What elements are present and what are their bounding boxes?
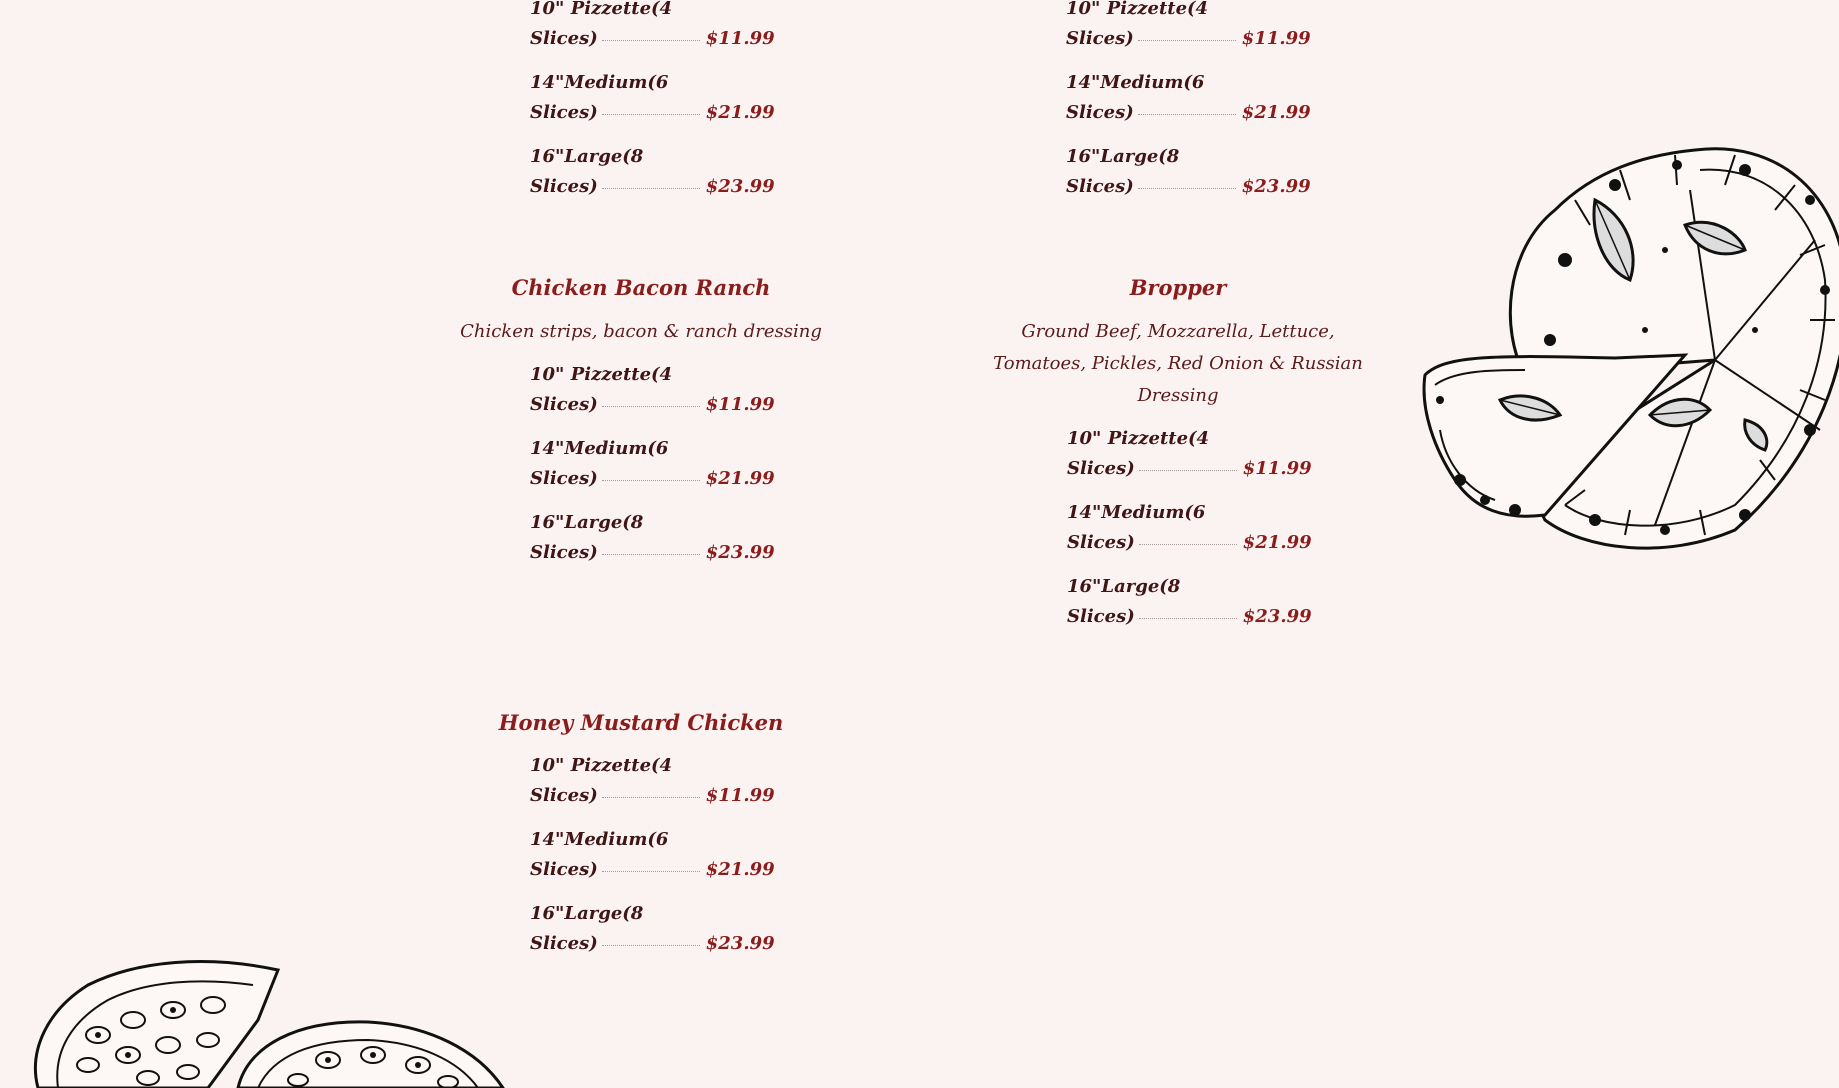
size-label-cont: Slices) (1066, 102, 1134, 123)
price-item (530, 508, 775, 582)
leader-dots (602, 870, 700, 872)
section-title: Bropper (1129, 275, 1227, 300)
size-label: 16"Large(8 (1067, 576, 1181, 597)
pizza-slices-icon (28, 950, 508, 1088)
price-item (1066, 0, 1311, 68)
price: $21.99 (705, 468, 775, 489)
section-description: Chicken strips, bacon & ranch dressing (460, 321, 822, 342)
size-label-cont: Slices) (530, 859, 598, 880)
price: $21.99 (705, 102, 775, 123)
leader-dots (602, 479, 700, 481)
price: $23.99 (705, 176, 775, 197)
price-item (530, 142, 775, 216)
price-list (530, 360, 775, 582)
menu-section-chicken-bacon-ranch (441, 272, 841, 582)
size-label: 10" Pizzette(4 (530, 364, 673, 385)
size-label-cont: Slices) (530, 542, 598, 563)
leader-dots (1139, 469, 1237, 471)
price-item (530, 434, 775, 508)
section-title: Chicken Bacon Ranch (511, 275, 771, 300)
price-list (530, 0, 775, 216)
size-label: 14"Medium(6 (530, 72, 669, 93)
size-label-cont: Slices) (530, 933, 598, 954)
leader-dots (602, 113, 700, 115)
price: $11.99 (705, 785, 775, 806)
price-item (530, 68, 775, 142)
size-label-cont: Slices) (530, 785, 598, 806)
leader-dots (1138, 113, 1236, 115)
size-label: 10" Pizzette(4 (530, 755, 673, 776)
price: $21.99 (1242, 532, 1312, 553)
price-item (530, 751, 775, 825)
size-label: 14"Medium(6 (1067, 502, 1206, 523)
size-label: 10" Pizzette(4 (1066, 0, 1209, 19)
price-item (530, 0, 775, 68)
leader-dots (1139, 617, 1237, 619)
size-label: 10" Pizzette(4 (530, 0, 673, 19)
size-label: 14"Medium(6 (1066, 72, 1205, 93)
menu-section-top-left (523, 0, 775, 216)
pizza-illustration-bottom-left (28, 950, 508, 1088)
size-label: 10" Pizzette(4 (1067, 428, 1210, 449)
price-list (1067, 424, 1312, 646)
leader-dots (602, 187, 700, 189)
size-label-cont: Slices) (530, 468, 598, 489)
leader-dots (602, 944, 700, 946)
leader-dots (1138, 39, 1236, 41)
leader-dots (602, 553, 700, 555)
price: $11.99 (1241, 28, 1311, 49)
size-label: 14"Medium(6 (530, 829, 669, 850)
size-label-cont: Slices) (530, 28, 598, 49)
size-label-cont: Slices) (530, 394, 598, 415)
size-label-cont: Slices) (530, 176, 598, 197)
price-item (1066, 68, 1311, 142)
size-label-cont: Slices) (1066, 28, 1134, 49)
price-item (530, 899, 775, 973)
price: $21.99 (1241, 102, 1311, 123)
pizza-with-basil-icon (1415, 130, 1839, 560)
leader-dots (602, 39, 700, 41)
price-list (1066, 0, 1311, 216)
leader-dots (1139, 543, 1237, 545)
leader-dots (602, 796, 700, 798)
size-label: 16"Large(8 (530, 903, 644, 924)
price-item (1066, 142, 1311, 216)
price: $21.99 (705, 859, 775, 880)
size-label-cont: Slices) (1067, 606, 1135, 627)
price: $11.99 (705, 394, 775, 415)
size-label: 14"Medium(6 (530, 438, 669, 459)
price: $23.99 (705, 933, 775, 954)
size-label: 16"Large(8 (1066, 146, 1180, 167)
price-item (1067, 572, 1312, 646)
size-label: 16"Large(8 (530, 146, 644, 167)
leader-dots (1138, 187, 1236, 189)
price-item (1067, 424, 1312, 498)
price: $23.99 (1241, 176, 1311, 197)
leader-dots (602, 405, 700, 407)
price-list (530, 751, 775, 973)
price: $11.99 (705, 28, 775, 49)
size-label-cont: Slices) (1066, 176, 1134, 197)
price: $11.99 (1242, 458, 1312, 479)
price-item (530, 825, 775, 899)
price-item (530, 360, 775, 434)
section-description: Ground Beef, Mozzarella, Lettuce, Tomatoes, Pickles, Red Onion & Russian Dressing (993, 321, 1363, 406)
size-label-cont: Slices) (1067, 458, 1135, 479)
menu-section-honey-mustard-chicken (441, 707, 841, 973)
menu-section-bropper (978, 272, 1378, 646)
size-label-cont: Slices) (1067, 532, 1135, 553)
pizza-illustration-right (1415, 130, 1839, 560)
menu-section-top-right (1059, 0, 1311, 216)
size-label: 16"Large(8 (530, 512, 644, 533)
size-label-cont: Slices) (530, 102, 598, 123)
price: $23.99 (705, 542, 775, 563)
price: $23.99 (1242, 606, 1312, 627)
section-title: Honey Mustard Chicken (498, 710, 784, 735)
price-item (1067, 498, 1312, 572)
